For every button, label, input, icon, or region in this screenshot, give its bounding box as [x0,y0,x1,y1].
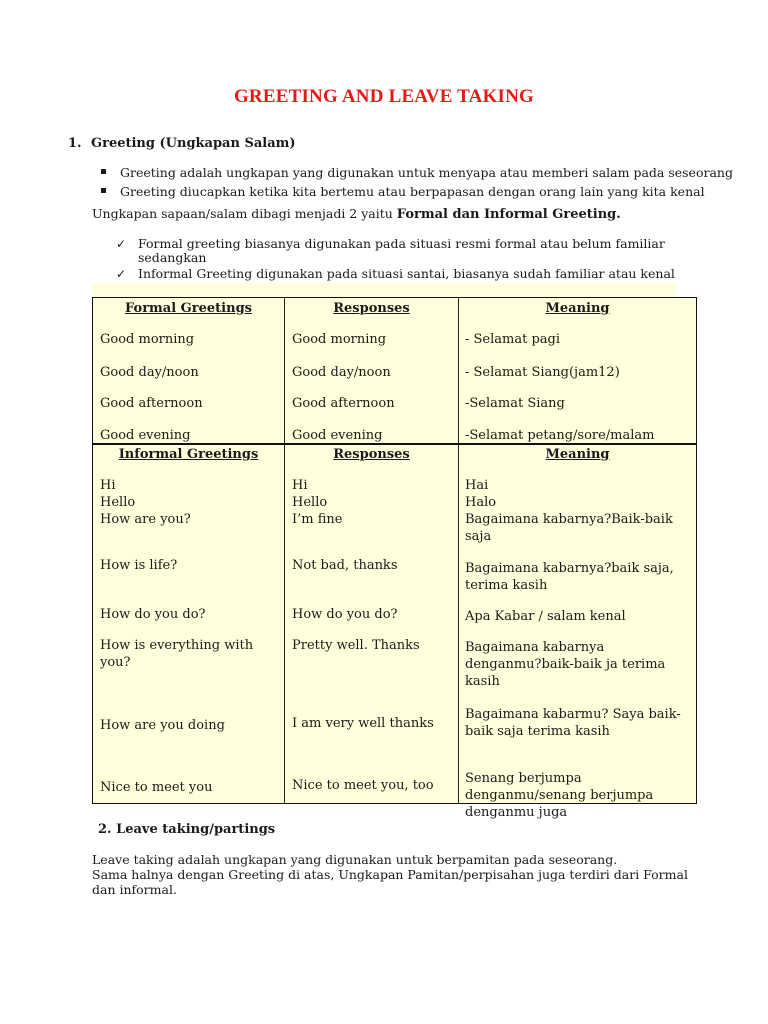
informal-response-cell: Pretty well. Thanks [292,638,420,653]
leave-taking-paragraph [92,852,692,897]
formal-meaning-cell: - Selamat Siang(jam12) [465,365,620,380]
page-title: GREETING AND LEAVE TAKING [233,86,535,107]
section-number: 1. [68,136,82,151]
informal-header-meaning: Meaning [545,447,610,462]
intro-paragraph [92,206,621,222]
intro-text: Ungkapan sapaan/salam dibagi menjadi 2 yaitu [92,206,397,221]
bullet-list [100,163,733,201]
formal-response-cell: Good afternoon [292,396,395,411]
formal-meaning-cell: - Selamat pagi [465,332,561,347]
informal-meaning-cell: Hai [465,478,489,493]
check-item: ✓ Informal Greeting digunakan pada situasi santai, biasanya sudah familiar atau kenal [116,267,686,295]
intro-bold: Formal dan Informal Greeting. [396,207,621,222]
formal-greeting-cell: Good evening [100,428,191,443]
highlight-strip [92,283,676,297]
formal-response-cell: Good morning [292,332,387,347]
formal-header-greeting: Formal Greetings [125,301,252,316]
formal-greeting-cell: Good morning [100,332,195,347]
informal-header-response: Responses [333,447,410,462]
informal-greeting-cell: How are you? [100,512,191,527]
informal-meaning-cell: Bagaimana kabarnya?baik saja, terima kasih [465,561,674,593]
formal-greeting-cell: Good day/noon [100,365,199,380]
informal-greeting-cell: Hi [100,478,116,493]
informal-greeting-cell: How are you doing [100,718,225,733]
formal-header-meaning: Meaning [545,301,610,316]
informal-response-cell: Hi [292,478,308,493]
informal-response-cell: Not bad, thanks [292,558,398,573]
check-item: ✓ Formal greeting biasanya digunakan pada situasi resmi formal atau belum familiar sedangkan [116,237,686,265]
informal-greeting-cell: Hello [100,495,136,510]
column-divider [284,298,285,803]
section-title: Greeting (Ungkapan Salam) [91,136,296,151]
column-divider [458,298,459,803]
formal-header-response: Responses [333,301,410,316]
informal-greeting-cell: How do you do? [100,607,206,622]
informal-header-greeting: Informal Greetings [118,447,259,462]
informal-response-cell: How do you do? [292,607,398,622]
informal-response-cell: Hello [292,495,328,510]
section-1-heading [68,136,296,151]
paragraph-line: Leave taking adalah ungkapan yang digunakan untuk berpamitan pada seseorang. [92,852,618,867]
formal-greeting-cell: Good afternoon [100,396,203,411]
informal-meaning-cell: Halo [465,495,497,510]
informal-meaning-cell: Bagaimana kabarnya denganmu?baik-baik ja terima kasih [465,640,666,689]
bullet-item: Greeting adalah ungkapan yang digunakan untuk menyapa atau memberi salam pada seseorang [100,163,733,182]
greeting-table [92,297,697,820]
informal-response-cell: I am very well thanks [292,716,434,731]
formal-meaning-cell: -Selamat Siang [465,396,565,411]
section-2-heading: 2. Leave taking/partings [98,822,276,837]
formal-meaning-cell: -Selamat petang/sore/malam [465,428,655,443]
informal-greeting-cell: How is everything with you? [100,638,254,670]
paragraph-line: Sama halnya dengan Greeting di atas, Ungkapan Pamitan/perpisahan juga terdiri dari Formal dan informal. [92,867,688,897]
bullet-item: Greeting diucapkan ketika kita bertemu atau berpapasan dengan orang lain yang kita kenal [100,182,733,201]
formal-response-cell: Good evening [292,428,383,443]
informal-meaning-cell: Bagaimana kabarmu? Saya baik-baik saja terima kasih [465,707,681,739]
informal-meaning-cell: Bagaimana kabarnya?Baik-baik saja [465,512,673,544]
informal-greeting-cell: How is life? [100,558,178,573]
informal-greeting-cell: Nice to meet you [100,780,213,795]
informal-meaning-cell: Apa Kabar / salam kenal [465,609,626,624]
informal-response-cell: I’m fine [292,512,343,527]
informal-response-cell: Nice to meet you, too [292,778,434,793]
informal-meaning-cell: Senang berjumpa denganmu/senang berjumpa denganmu juga [465,771,654,820]
formal-response-cell: Good day/noon [292,365,391,380]
